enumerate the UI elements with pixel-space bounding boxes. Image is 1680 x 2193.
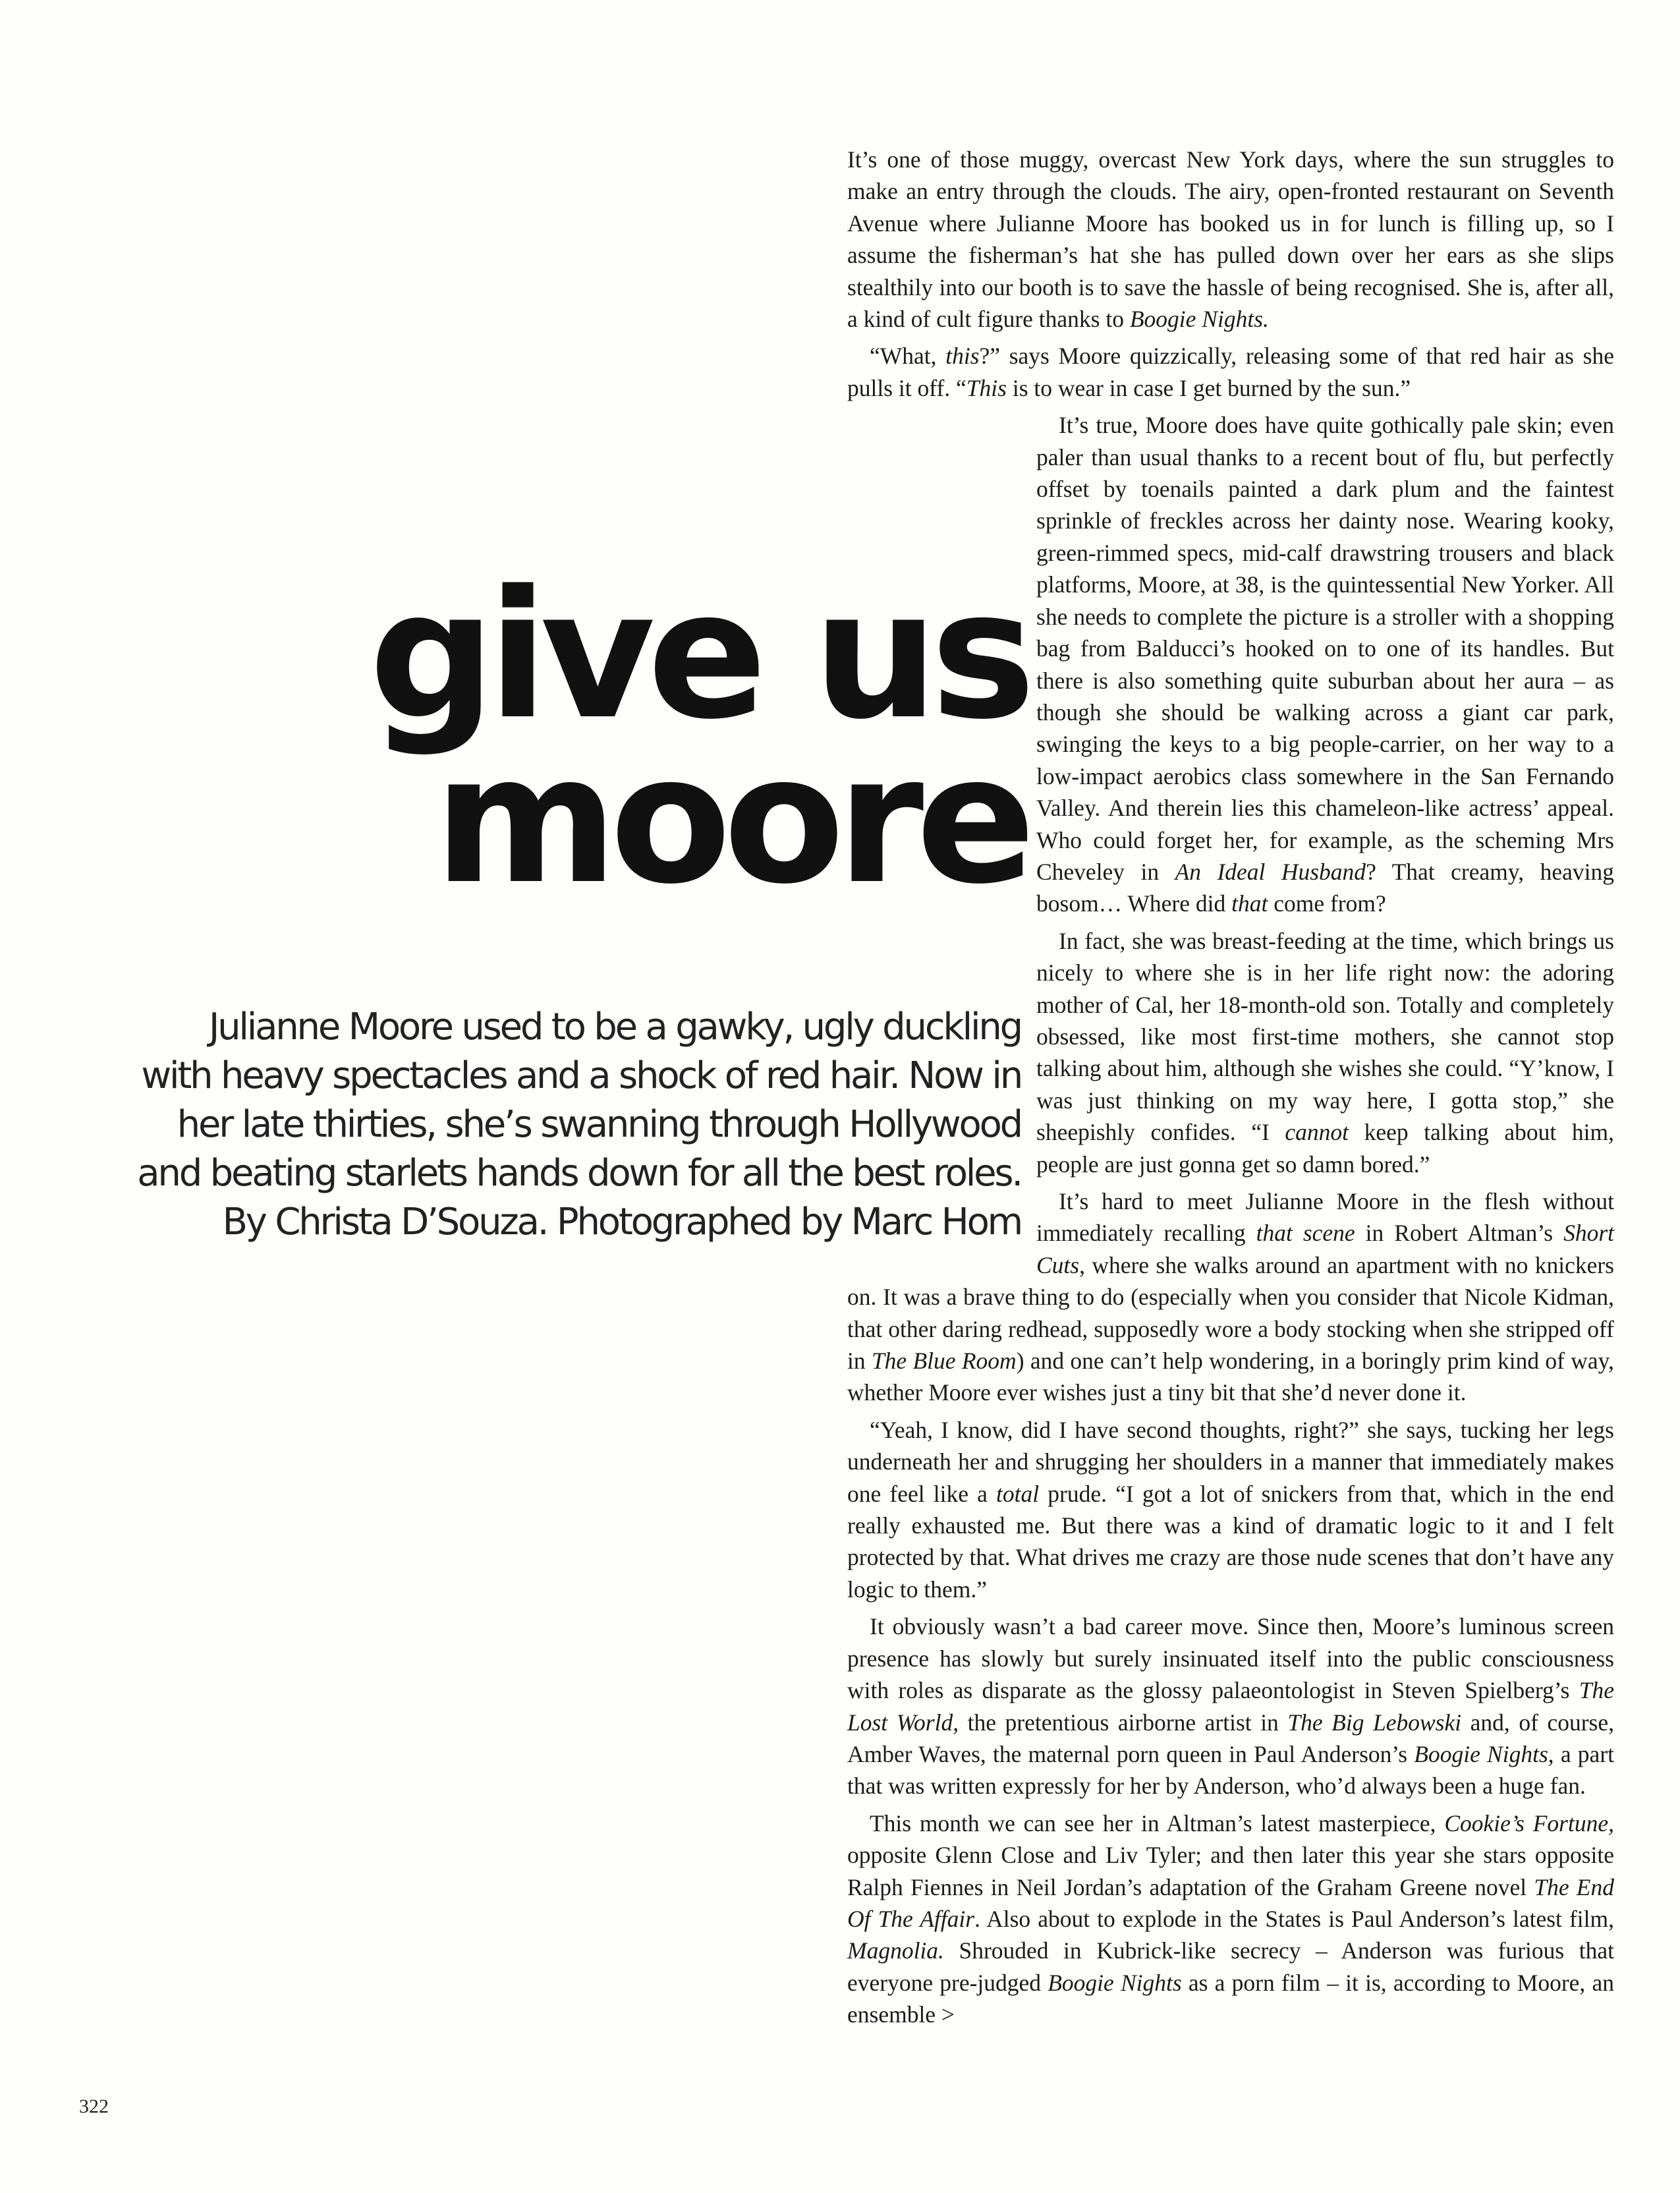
- text-run: It’s true, Moore does have quite gothically pale skin; even paler than usual thanks to a recent bout of flu, but perfectly offset by toenails painted a dark plum and the faintest sprinkle of freckles across her dainty nose. Wearing kooky, green-rimmed specs, mid-calf drawstring trousers and black platforms, Moore, at 38, is the quintessential New Yorker. All she needs to complete the picture is a stroller with a shopping bag from Balducci’s hooked on to one of its handles. But there is also something quite suburban about her aura – as though she should be walking across a giant car park, swinging the keys to a big people-carrier, on her way to a low-impact aerobics class somewhere in the San Fernando Valley. And therein lies this chameleon-like actress’ appeal. Who could forget her, for example, as the scheming Mrs Cheveley in: [1036, 412, 1614, 885]
- body-paragraph: [847, 1414, 1614, 1605]
- text-run: come from?: [1268, 890, 1386, 917]
- italic-title-text: Cookie’s Fortune,: [1444, 1809, 1614, 1837]
- italic-title-text: The End Of The Affair: [847, 1873, 1614, 1932]
- page-number: 322: [79, 2095, 109, 2117]
- text-run: is to wear in case I get burned by the sun.”: [1006, 374, 1411, 401]
- text-run: , a part that was written expressly for her by Anderson, who’d always been a huge fan.: [847, 1740, 1615, 1800]
- standfirst-line: with heavy spectacles and a shock of red hair. Now in: [141, 1054, 1021, 1097]
- body-paragraph: [847, 1808, 1614, 2031]
- italic-title-text: that: [1231, 890, 1268, 917]
- text-run: It’s one of those muggy, overcast New York days, where the sun struggles to make an entry through the clouds. The airy, open-fronted restaurant on Seventh Avenue where Julianne Moore has booked us in for lunch is filling up, so I assume the fisherman’s hat she has pulled down over her ears as she slips stealthily into our booth is to save the hassle of being recognised. She is, after all, a kind of cult figure thanks to: [847, 146, 1614, 333]
- byline: By Christa D’Souza. Photographed by Marc Hom: [222, 1201, 1021, 1243]
- body-paragraph: [847, 144, 1614, 335]
- italic-title-text: The Lost World,: [847, 1677, 1614, 1736]
- text-run: In fact, she was breast-feeding at the time, which brings us nicely to where she is in her life right now: the adoring mother of Cal, her 18-month-old son. Totally and completely obsessed, like most first-time mothers, she cannot stop talking about him, although she wishes she could. “Y’know, I was just thinking on my way here, I gotta stop,” she sheepishly confides. “I: [1036, 927, 1614, 1146]
- body-paragraph-text: [1036, 412, 1614, 917]
- text-run: “Yeah, I know, did I have second thoughts, right?” she says, tucking her legs underneath her and shrugging her shoulders in a manner that immediately makes one feel like a: [847, 1416, 1614, 1507]
- text-run: This month we can see her in Altman’s latest masterpiece,: [870, 1809, 1445, 1837]
- text-run: the pretentious airborne artist in: [959, 1709, 1288, 1736]
- text-run: It obviously wasn’t a bad career move. Since then, Moore’s luminous screen presence has slowly but surely insinuated itself into the public consciousness with roles as disparate as the glossy palaeontologist in Steven Spielberg’s: [847, 1613, 1614, 1704]
- text-run: Shrouded in Kubrick-like secrecy – Anderson was furious that everyone pre-judged: [847, 1937, 1614, 1996]
- article-body: [847, 144, 1614, 2036]
- headline-line-1: give us: [369, 553, 1028, 758]
- italic-title-text: total: [996, 1480, 1040, 1507]
- body-paragraph: [847, 1610, 1614, 1802]
- italic-title-text: The Blue Room: [871, 1348, 1017, 1375]
- italic-title-text: The Big Lebowski: [1287, 1709, 1462, 1736]
- italic-title-text: that scene: [1256, 1220, 1355, 1247]
- standfirst-line: and beating starlets hands down for all the best roles.: [137, 1152, 1021, 1195]
- text-run: ) and one can’t help wondering, in a boringly prim kind of way, whether Moore ever wishes just a tiny bit that she’d never done it.: [847, 1348, 1614, 1406]
- text-run: keep talking about him, people are just gonna get so damn bored.”: [1036, 1119, 1614, 1178]
- body-paragraph: [847, 340, 1614, 404]
- italic-title-text: Magnolia.: [847, 1937, 944, 1964]
- body-paragraph: [847, 409, 1614, 920]
- text-run: , where she walks around an apartment with no knickers on. It was a brave thing to do (especially when you consider that Nicole Kidman, that other daring redhead, supposedly wore a body stocking when she stripped off in: [847, 1251, 1614, 1375]
- text-run: prude. “I got a lot of snickers from that, which in the end really exhausted me. But there was a kind of dramatic logic to it and I felt protected by that. What drives me crazy are those nude scenes that don’t have any logic to them.”: [847, 1480, 1614, 1603]
- text-run: as a porn film – it is, according to Moore, an ensemble >: [847, 1969, 1614, 2028]
- text-run: . Also about to explode in the States is Paul Anderson’s latest film,: [974, 1905, 1614, 1932]
- text-run: It’s hard to meet Julianne Moore in the flesh without immediately recalling: [1036, 1188, 1614, 1247]
- italic-title-text: Short Cuts: [1036, 1220, 1614, 1278]
- text-wrap-spacer: [847, 409, 1036, 1267]
- italic-title-text: Boogie Nights: [1048, 1969, 1182, 1996]
- italic-title-text: this: [945, 343, 980, 370]
- text-run: in Robert Altman’s: [1355, 1220, 1564, 1247]
- italic-title-text: Boogie Nights.: [1129, 306, 1269, 333]
- italic-title-text: An Ideal Husband: [1175, 858, 1366, 885]
- headline-line-2: moore: [434, 718, 1028, 923]
- italic-title-text: Boogie Nights: [1414, 1740, 1548, 1767]
- text-run: opposite Glenn Close and Liv Tyler; and then later this year she stars opposite Ralph Fiennes in Neil Jordan’s adaptation of the Graham Greene novel: [847, 1842, 1614, 1900]
- text-run: ? That creamy, heaving bosom… Where did: [1036, 858, 1614, 917]
- text-run: and, of course, Amber Waves, the maternal porn queen in Paul Anderson’s: [847, 1709, 1614, 1767]
- italic-title-text: cannot: [1285, 1119, 1349, 1146]
- standfirst-line: Julianne Moore used to be a gawky, ugly duckling: [208, 1006, 1021, 1048]
- text-run: ?” says Moore quizzically, releasing some of that red hair as she pulls it off. “: [847, 343, 1614, 401]
- text-run: “What,: [870, 343, 946, 370]
- standfirst-line: her late thirties, she’s swanning through Hollywood: [177, 1103, 1021, 1146]
- italic-title-text: This: [966, 374, 1007, 401]
